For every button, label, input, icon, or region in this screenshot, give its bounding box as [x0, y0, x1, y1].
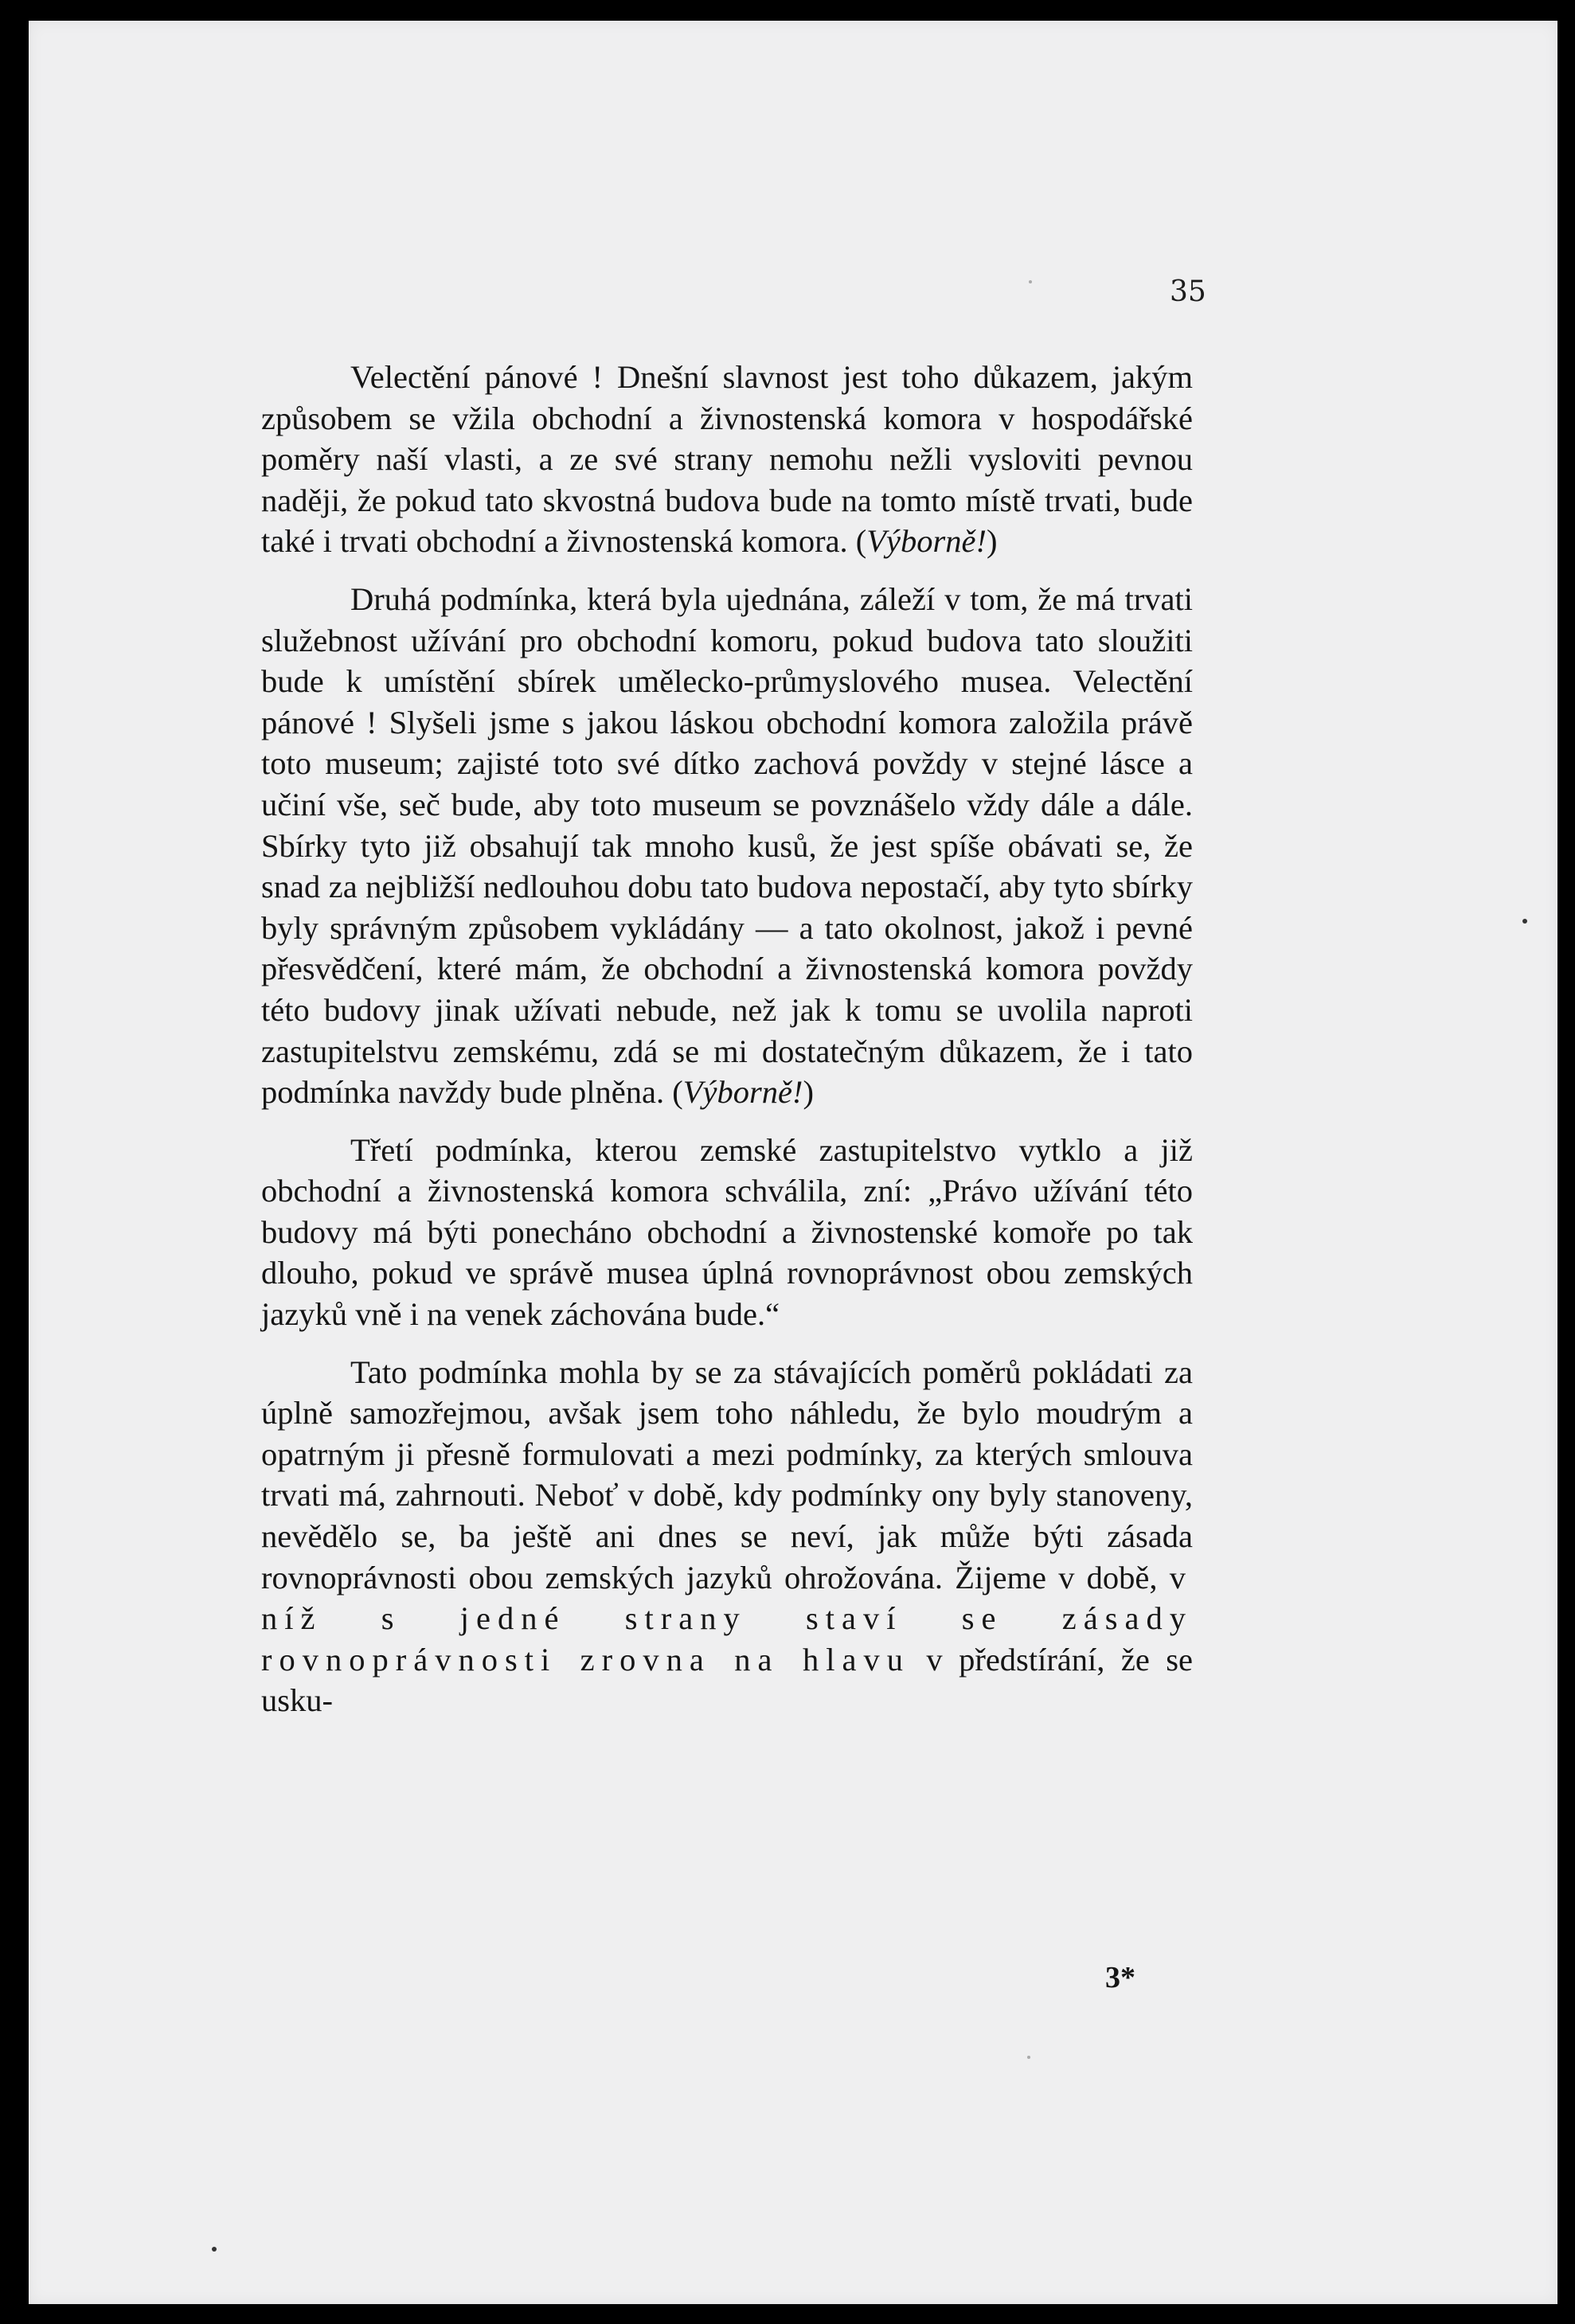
exclamation-italic: Výborně! [682, 1074, 803, 1111]
text-run: Velectění pánové ! Dnešní slavnost jest toho důkazem, jakým způsobem se vžila obchodní a živnostenská komora v hospodářské poměry naší vlasti, a ze své strany nemohu nežli vysloviti pevnou naději, že pokud tato skvostná budova bude na tomto místě trvati, bude také i trvati obchodní a živnostenská komora. ( [261, 359, 1193, 560]
text-run: Druhá podmínka, která byla ujednána, záleží v tom, že má trvati služebnost užívání pro obchodní komoru, pokud budova tato sloužiti bude k umístění sbírek umělecko-průmyslového musea. Velectění pánové ! Slyšeli jsme s jakou láskou obchodní komora založila právě toto museum; zajisté toto své dítko zachová povždy v stejné lásce a učiní vše, seč bude, aby toto museum se povznášelo vždy dále a dále. Sbírky tyto již obsahují tak mnoho kusů, že jest spíše obávati se, že snad za nejbližší nedlouhou dobu tato budova nepostačí, aby tyto sbírky byly správným způsobem vykládány — a tato okolnost, jakož i pevné přesvědčení, které mám, že obchodní a živnostenská komora povždy této budovy jinak užívati nebude, než jak k tomu se uvolila naproti zastupitelstvu zemskému, zdá se mi dostatečným důkazem, že i tato podmínka navždy bude plněna. ( [261, 580, 1193, 1111]
text-run: Tato podmínka mohla by se za stávajících poměrů pokládati za úplně samozřejmou, avšak jsem toho náhledu, že bylo moudrým a opatrným ji přesně formulovati a mezi podmínky, za kterých smlouva trvati má, zahrnouti. Neboť v době, kdy podmínky ony byly stanoveny, nevědělo se, ba ještě ani dnes se neví, jak může býti zásada rovnoprávnosti obou zemských jazyků ohrožována. Žijeme v době, [261, 1353, 1193, 1596]
exclamation-italic: Výborně! [866, 523, 987, 560]
scan-speck [1522, 919, 1527, 924]
printer-signature-mark: 3* [1105, 1961, 1135, 1994]
scan-speck [212, 2247, 217, 2252]
text-run: v předstírání, že se usku- [261, 1641, 1193, 1719]
paragraph [261, 579, 1193, 1113]
scan-speck [1029, 280, 1032, 283]
text-run: Třetí podmínka, kterou zemské zastupitelstvo vytklo a již obchodní a živnostenská komora schválila, zní: „Právo užívání této budovy má býti ponecháno obchodní a živnostenské komoře po tak dlouho, pokud ve správě musea úplná rovnoprávnost obou zemských jazyků vně i na venek záchována bude.“ [261, 1131, 1193, 1333]
scan-speck [1027, 2056, 1030, 2059]
paragraph [261, 357, 1193, 562]
body-text [261, 357, 1193, 1738]
paragraph [261, 1352, 1193, 1721]
scanned-page [29, 21, 1557, 2304]
text-run: ) [803, 1074, 814, 1111]
spaced-emphasis: v níž s jedné strany staví se zásady rovnoprávnosti zrovna na hlavu [261, 1559, 1193, 1678]
text-run: ) [987, 523, 998, 560]
paragraph [261, 1130, 1193, 1335]
page-number: 35 [1170, 275, 1206, 308]
